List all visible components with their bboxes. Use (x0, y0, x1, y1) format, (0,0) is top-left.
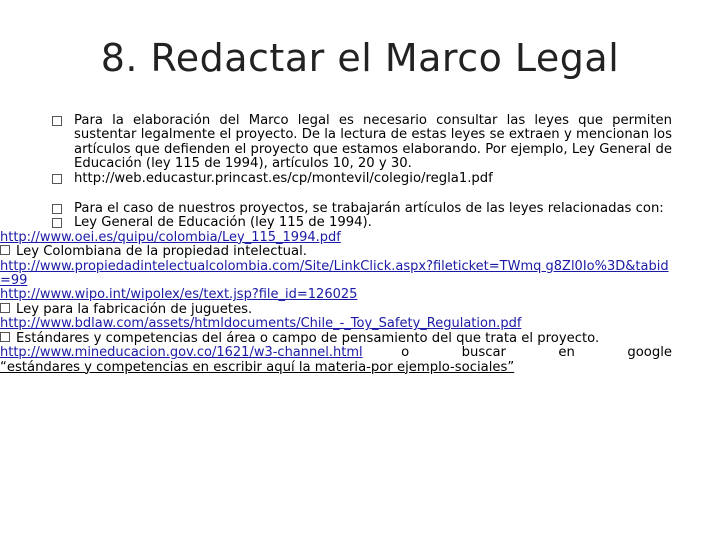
checkbox-bullet-icon (52, 204, 62, 214)
link-oei[interactable]: http://www.oei.es/quipu/colombia/Ley_115_1994.pdf (0, 229, 341, 245)
bullet-item (52, 216, 672, 230)
bullet-item (0, 332, 672, 346)
bullet-text: Ley General de Educación (ley 115 de 1994). (74, 215, 372, 231)
bullet-text: http://web.educastur.princast.es/cp/montevil/colegio/regla1.pdf (74, 170, 493, 186)
search-quote: “estándares y competencias en escribir aquí la materia-por ejemplo-sociales” (0, 359, 515, 375)
bullet-item (52, 114, 672, 172)
link-wipo[interactable]: http://www.wipo.int/wipolex/es/text.jsp?file_id=126025 (0, 287, 358, 303)
bullet-text: Para la elaboración del Marco legal es necesario consultar las leyes que permiten sustentar legalmente el proyecto. De la lectura de estas leyes se extraen y mencionan los artículos que defienden el proyecto que estamos elaborando. Por ejemplo, Ley General de Educación (ley 115 de 1994), artículos 10, 20 y 30. (74, 113, 672, 172)
bullet-text: Para el caso de nuestros proyectos, se trabajarán artículos de las leyes relacionadas con: (74, 201, 664, 217)
item-text: Estándares y competencias del área o campo de pensamiento del que trata el proyecto. (16, 330, 600, 346)
checkbox-bullet-icon (52, 116, 62, 126)
item-text: Ley Colombiana de la propiedad intelectual. (16, 244, 307, 260)
checkbox-bullet-icon (52, 218, 62, 228)
link-mineducacion[interactable]: http://www.mineducacion.gov.co/1621/w3-channel.html (0, 345, 363, 361)
checkbox-bullet-icon (0, 303, 10, 313)
checkbox-bullet-icon (0, 332, 10, 342)
link-bdlaw[interactable]: http://www.bdlaw.com/assets/htmldocuments/Chile_-_Toy_Safety_Regulation.pdf (0, 316, 522, 332)
checkbox-bullet-icon (52, 174, 62, 184)
search-instruction: o buscar en google (401, 345, 673, 361)
link-propiedad-intelectual[interactable]: http://www.propiedadintelectualcolombia.com/Site/LinkClick.aspx?fileticket=TWmq g8Zl0Io%3D&tabid=99 (0, 258, 669, 289)
item-text: Ley para la fabricación de juguetes. (16, 301, 253, 317)
bullet-item (52, 172, 672, 186)
checkbox-bullet-icon (0, 245, 10, 255)
slide-body (0, 113, 673, 375)
page-title: 8. Redactar el Marco Legal (100, 36, 620, 80)
